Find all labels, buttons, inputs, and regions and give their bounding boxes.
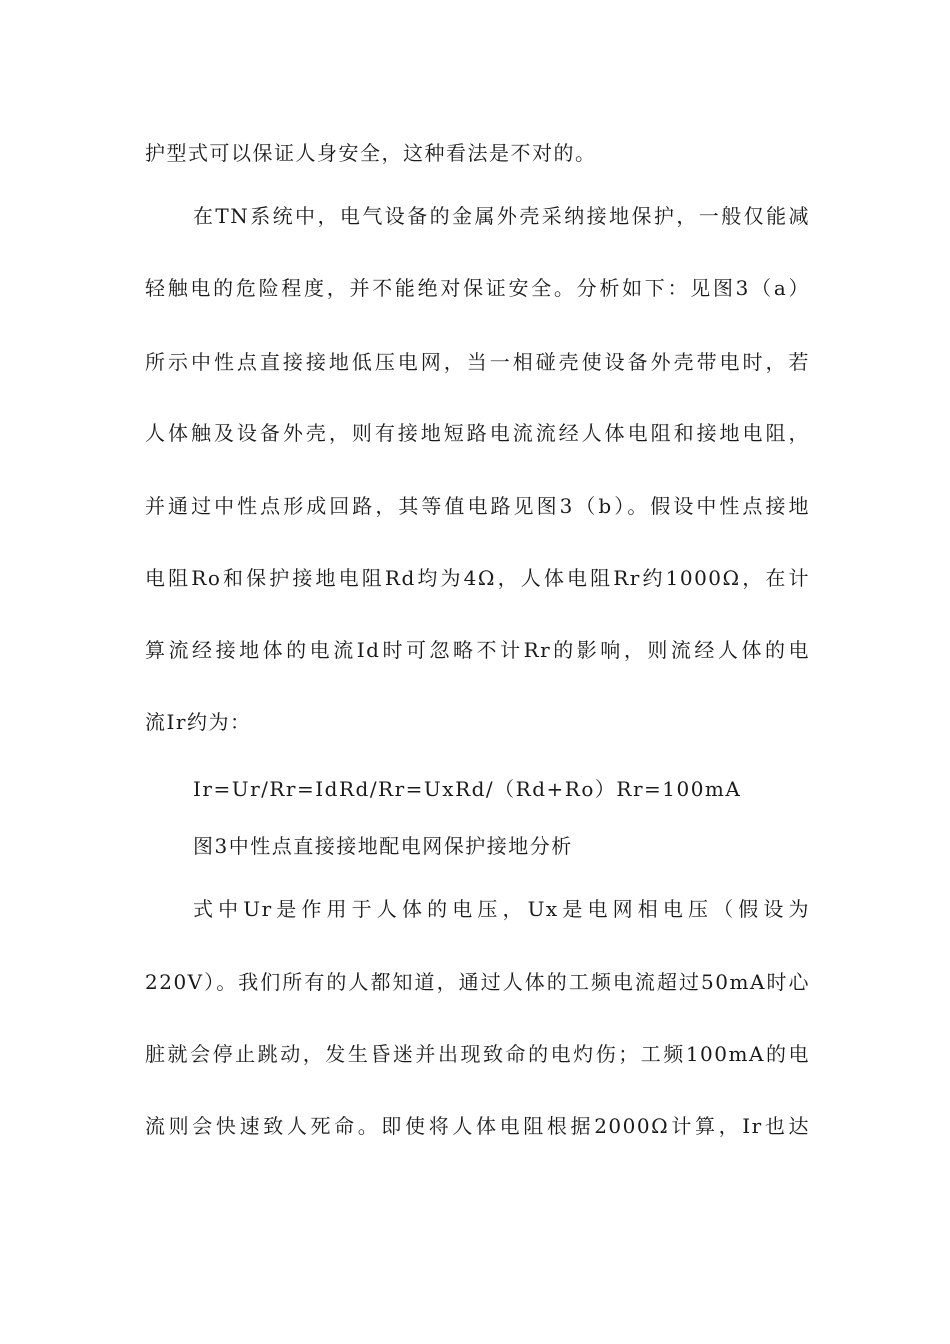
text-line-13: 220V）。我们所有的人都知道，通过人体的工频电流超过50mA时心 <box>145 970 810 994</box>
formula-line: Ir=Ur/Rr=IdRd/Rr=UxRd/（Rd+Ro）Rr=100mA <box>193 777 742 801</box>
text-line-12: 式中Ur是作用于人体的电压，Ux是电网相电压（假设为 <box>193 897 810 921</box>
text-line-8: 算流经接地体的电流Id时可忽略不计Rr的影响，则流经人体的电 <box>145 638 810 662</box>
text-line-14: 脏就会停止跳动，发生昏迷并出现致命的电灼伤；工频100mA的电 <box>145 1042 810 1066</box>
text-line-15: 流则会快速致人死命。即使将人体电阻根据2000Ω计算，Ir也达 <box>145 1114 810 1138</box>
text-line-6: 并通过中性点形成回路，其等值电路见图3（b）。假设中性点接地 <box>145 494 810 518</box>
text-line-2: 在TN系统中，电气设备的金属外壳采纳接地保护，一般仅能减 <box>193 204 810 228</box>
figure-caption: 图3中性点直接接地配电网保护接地分析 <box>193 834 573 858</box>
text-line-1: 护型式可以保证人身安全，这种看法是不对的。 <box>145 141 597 165</box>
text-line-5: 人体触及设备外壳，则有接地短路电流流经人体电阻和接地电阻， <box>145 421 810 445</box>
text-line-4: 所示中性点直接接地低压电网，当一相碰壳使设备外壳带电时，若 <box>145 350 810 374</box>
text-line-3: 轻触电的危险程度，并不能绝对保证安全。分析如下：见图3（a） <box>145 276 810 300</box>
text-line-7: 电阻Ro和保护接地电阻Rd均为4Ω，人体电阻Rr约1000Ω，在计 <box>145 566 810 590</box>
text-line-9: 流Ir约为： <box>145 710 252 734</box>
